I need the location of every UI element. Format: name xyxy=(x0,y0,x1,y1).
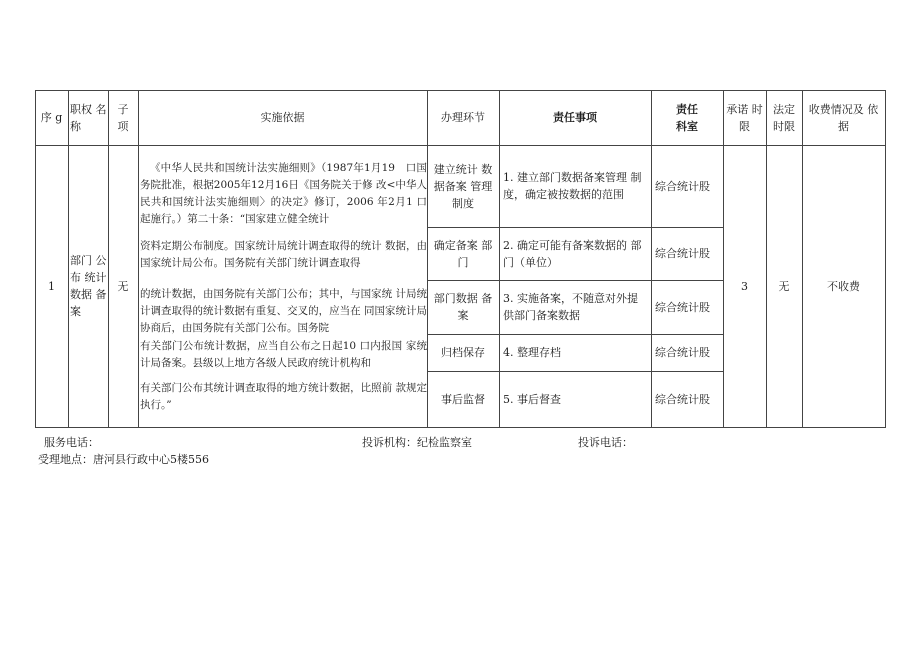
header-dept: 责任 科室 xyxy=(676,102,698,133)
header-step: 办理环节 xyxy=(441,111,485,124)
row-fee: 不收费 xyxy=(827,279,860,293)
header-basis: 实施依据 xyxy=(260,111,305,124)
step-3: 部门数据 备 案 xyxy=(433,292,493,322)
row-sub: 无 xyxy=(117,279,129,293)
basis-paragraph-5: 有关部门公布其统计调查取得的地方统计数据，比照前 款规定执行。” xyxy=(140,382,427,411)
header-name: 职权 名 称 xyxy=(70,102,107,133)
header-seq: 序 g xyxy=(40,111,63,124)
step-5: 事后监督 xyxy=(441,392,485,406)
duty-3: 3. 实施备案，不随意对外提 供部门备案数据 xyxy=(503,292,638,322)
duty-4: 4. 整理存档 xyxy=(503,346,561,359)
complaint-phone: 投诉电话： xyxy=(578,436,633,449)
header-fee: 收费情况及 依 据 xyxy=(808,102,879,133)
row-seq: 1 xyxy=(48,279,55,293)
header-legal: 法定 时限 xyxy=(773,102,795,133)
basis-paragraph-3: 的统计数据，由国务院有关部门公布；其中，与国家统 计局统计调查取得的统计数据有重复、交叉的，应当在 同国家统计局协商后，由国务院有关部门公布。国务院 xyxy=(140,288,427,334)
row-legal: 无 xyxy=(778,279,790,293)
row-promise: 3 xyxy=(741,279,748,293)
step-2: 确定备案 部 门 xyxy=(433,238,493,269)
step-4: 归档保存 xyxy=(441,346,485,359)
duty-5: 5. 事后督查 xyxy=(503,392,561,406)
service-address: 受理地点：唐河县行政中心5楼556 xyxy=(38,453,209,466)
duty-1: 1. 建立部门数据备案管理 制 度，确定被按数据的范围 xyxy=(503,171,642,201)
dept-4: 综合统计股 xyxy=(655,346,710,359)
basis-paragraph-2: 资料定期公布制度。国家统计局统计调查取得的统计 数据，由国家统计局公布。国务院有关部门统计调查取得 xyxy=(140,240,427,269)
header-sub: 子 项 xyxy=(117,102,129,133)
dept-3: 综合统计股 xyxy=(655,300,710,314)
dept-2: 综合统计股 xyxy=(655,247,710,260)
dept-5: 综合统计股 xyxy=(655,392,710,406)
basis-paragraph-4: 有关部门公布统计数据，应当自公布之日起10 口内报国 家统计局备案。县级以上地方各级人民政府统计机构和 xyxy=(140,340,427,369)
basis-paragraph-1: 《中华人民共和国统计法实施细则》（1987年1月19 口国务院批准，根据2005年12月16日《国务院关于修 改<中华人民共和国统计法实施细则〉的决定》修订，2006 年2月1 口起施行。）第二十条：“国家建立健全统计 xyxy=(140,162,427,225)
dept-1: 综合统计股 xyxy=(655,179,710,193)
row-name: 部门 公 布 统计 数据 备 案 xyxy=(70,254,107,318)
complaint-org: 投诉机构：纪检监察室 xyxy=(362,436,472,449)
duty-2: 2. 确定可能有备案数据的 部门（单位） xyxy=(503,238,642,269)
service-phone: 服务电话： xyxy=(44,436,99,449)
header-duty: 责任事项 xyxy=(553,111,597,124)
step-1: 建立统计 数 据备案 管理 制度 xyxy=(433,162,493,210)
header-promise: 承诺 时 限 xyxy=(726,102,763,133)
